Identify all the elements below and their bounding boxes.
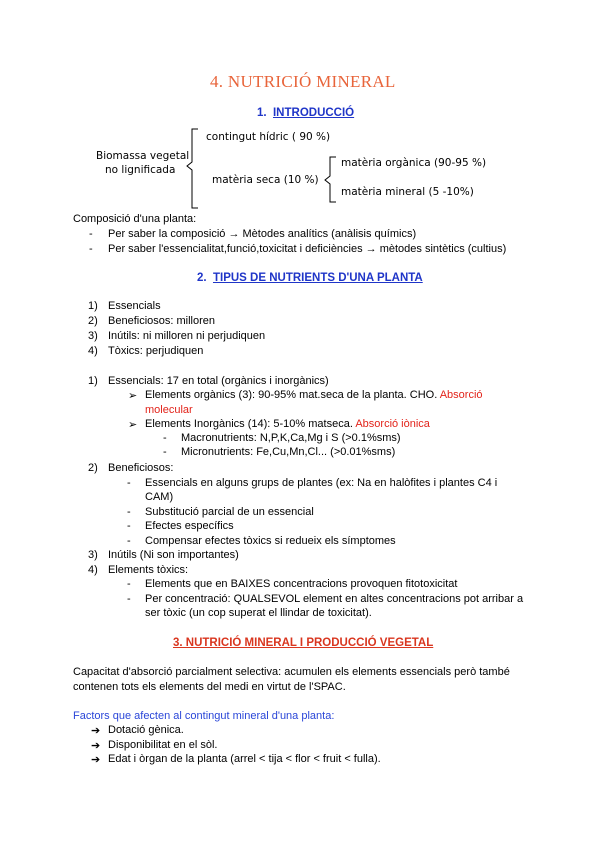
type-num-1: 1) xyxy=(88,300,98,312)
organic-absorption: Absorció xyxy=(439,389,483,401)
brace-main xyxy=(187,129,198,208)
toxic-text: Elements tòxics: xyxy=(108,564,189,576)
beneficial-item-2: Substitució parcial de un essencial xyxy=(145,506,314,518)
beneficial-dash-4: - xyxy=(127,535,131,547)
inorganic-absorption: Absorció iònica xyxy=(355,418,430,430)
beneficial-item-1-cont: CAM) xyxy=(145,491,174,503)
composition-bullet-1: Per saber la composició → Mètodes analítics (anàlisis químics) xyxy=(108,228,417,240)
toxic-num: 4) xyxy=(88,564,98,576)
macro-dash: - xyxy=(163,432,167,444)
beneficial-item-3: Efectes específics xyxy=(145,520,234,532)
diagram-sub-organic: matèria orgànica (90-95 %) xyxy=(341,157,487,169)
micronutrients: Micronutrients: Fe,Cu,Mn,Cl... (>0.01%sms) xyxy=(181,446,396,458)
inorganic-text: Elements Inorgànics (14): 5-10% matseca. xyxy=(145,418,353,430)
beneficial-item-4: Compensar efectes tòxics si redueix els símptomes xyxy=(145,535,396,547)
organic-elements xyxy=(145,389,483,401)
organic-absorption-cont: molecular xyxy=(145,404,193,416)
beneficial-text: Beneficiosos: xyxy=(108,462,174,474)
organic-text: Elements orgànics (3): 90-95% mat.seca de la planta. CHO. xyxy=(145,389,438,401)
diagram-root-line1: Biomassa vegetal xyxy=(96,150,190,162)
section3-heading: 3. NUTRICIÓ MINERAL I PRODUCCIÓ VEGETAL xyxy=(173,637,434,649)
toxic-item-2: Per concentració: QUALSEVOL element en altes concentracions pot arribar a xyxy=(145,593,524,605)
toxic-item-2-cont: ser tòxic (un cop superat el llindar de toxicitat). xyxy=(145,607,372,619)
type-text-4: Tòxics: perjudiquen xyxy=(108,345,204,357)
essentials-num: 1) xyxy=(88,375,98,387)
beneficial-item-1: Essencials en alguns grups de plantes (ex: Na en halòfites i plantes C4 i xyxy=(145,477,498,489)
type-text-2: Beneficiosos: milloren xyxy=(108,315,215,327)
arrow-right-icon: ➔ xyxy=(91,740,101,752)
beneficial-dash-3: - xyxy=(127,520,131,532)
type-num-3: 3) xyxy=(88,330,98,342)
brace-dry xyxy=(325,157,336,202)
arrow-bullet-icon: ➢ xyxy=(128,390,138,402)
toxic-item-1: Elements que en BAIXES concentracions provoquen fitotoxicitat xyxy=(145,578,458,590)
beneficial-num: 2) xyxy=(88,462,98,474)
diagram-branch-water: contingut hídric ( 90 %) xyxy=(206,131,331,143)
type-text-1: Essencials xyxy=(108,300,161,312)
section1-title: INTRODUCCIÓ xyxy=(272,107,355,119)
composition-dash-2: - xyxy=(89,243,93,255)
useless-num: 3) xyxy=(88,549,98,561)
arrow-right-icon: ➔ xyxy=(91,754,101,766)
toxic-dash-2: - xyxy=(127,593,131,605)
toxic-dash-1: - xyxy=(127,578,131,590)
section3-paragraph-line1: Capacitat d'absorció parcialment selectiva: acumulen els elements essencials però també xyxy=(73,666,510,678)
arrow-right-icon: ➔ xyxy=(91,725,101,737)
diagram-root-line2: no lignificada xyxy=(105,164,176,176)
factor-item-2: Disponibilitat en el sòl. xyxy=(108,739,218,751)
composition-dash-1: - xyxy=(89,228,93,240)
composition-label: Composició d'una planta: xyxy=(73,213,197,225)
diagram-branch-dry: matèria seca (10 %) xyxy=(212,174,319,186)
section2-heading xyxy=(197,272,423,284)
section1-number: 1. xyxy=(257,107,267,119)
type-text-3: Inútils: ni milloren ni perjudiquen xyxy=(108,330,266,342)
arrow-bullet-icon: ➢ xyxy=(128,419,138,431)
micro-dash: - xyxy=(163,446,167,458)
type-num-2: 2) xyxy=(88,315,98,327)
useless-text: Inútils (Ni son importantes) xyxy=(108,549,239,561)
section2-number: 2. xyxy=(197,272,207,284)
type-num-4: 4) xyxy=(88,345,98,357)
composition-bullet-2: Per saber l'essencialitat,funció,toxicitat i deficiències → mètodes sintètics (cultius) xyxy=(108,243,507,255)
beneficial-dash-2: - xyxy=(127,506,131,518)
macronutrients: Macronutrients: N,P,K,Ca,Mg i S (>0.1%sms) xyxy=(181,432,401,444)
section2-title: TIPUS DE NUTRIENTS D'UNA PLANTA xyxy=(212,272,423,284)
diagram-sub-mineral: matèria mineral (5 -10%) xyxy=(341,186,474,198)
factors-label: Factors que afecten al contingut mineral d'una planta: xyxy=(73,710,335,722)
section3-paragraph-line2: contenen tots els elements del medi en virtut de l'SPAC. xyxy=(73,681,346,693)
inorganic-elements xyxy=(145,418,430,430)
factor-item-1: Dotació gènica. xyxy=(108,724,184,736)
essentials-text: Essencials: 17 en total (orgànics i inorgànics) xyxy=(108,375,329,387)
factor-item-3: Edat i òrgan de la planta (arrel < tija < flor < fruit < fulla). xyxy=(108,753,381,765)
beneficial-dash-1: - xyxy=(127,477,131,489)
page-title: 4. NUTRICIÓ MINERAL xyxy=(210,72,396,91)
